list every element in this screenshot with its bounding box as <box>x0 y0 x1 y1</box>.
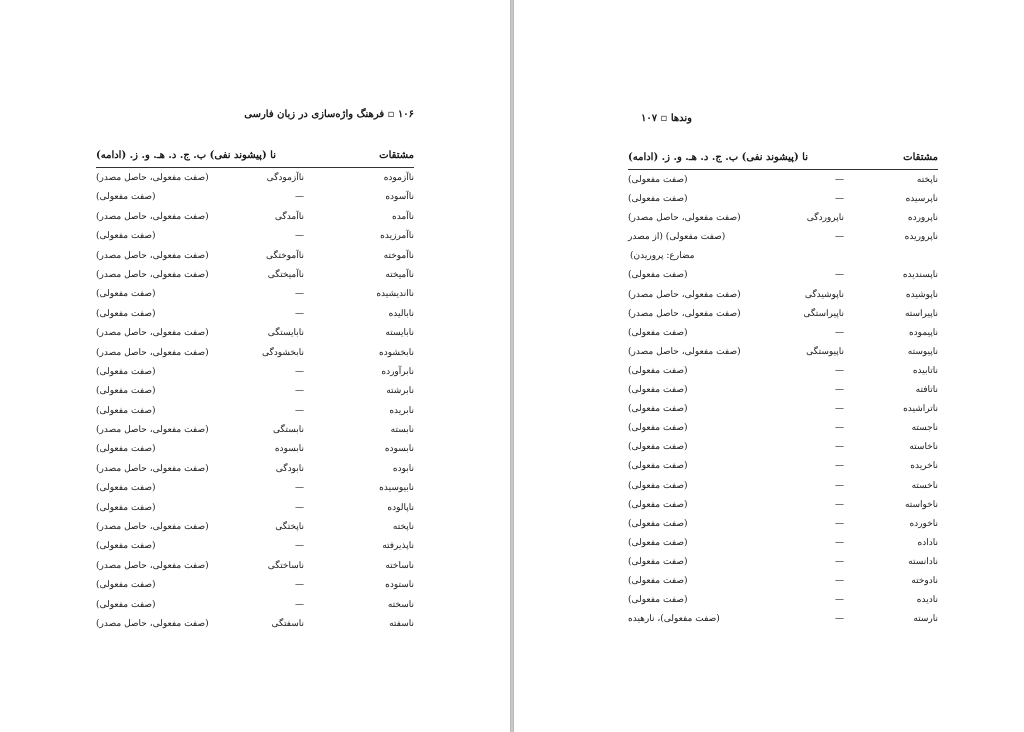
entry-description: (صفت مفعولی) <box>628 595 688 606</box>
entry-word: ناداده <box>917 537 938 548</box>
entry-description: (صفت مفعولی) <box>628 404 688 415</box>
entry-derivative: — <box>295 231 304 242</box>
entry-word: ناخاسته <box>909 442 938 453</box>
entry-word: نابرآورده <box>381 366 414 377</box>
entry-word: ناساخته <box>385 560 414 571</box>
table-row <box>96 459 414 478</box>
table-header <box>96 149 414 168</box>
table-body <box>628 170 938 628</box>
table-row <box>96 478 414 497</box>
entry-description: (صفت مفعولی) <box>628 385 688 396</box>
entry-word: نابرشته <box>386 386 414 397</box>
table-row <box>628 495 938 514</box>
entry-derivative: نابسوده <box>274 444 304 455</box>
entry-word: نادیده <box>916 595 938 606</box>
left-page <box>0 0 510 732</box>
entry-word: ناآموخته <box>383 250 414 261</box>
entry-word: ناپذیرفته <box>382 541 414 552</box>
entry-description: (صفت مفعولی) <box>628 461 688 472</box>
entry-word: نارسته <box>913 614 938 625</box>
table-row <box>96 536 414 555</box>
entry-derivative: — <box>835 575 844 586</box>
entry-description: (صفت مفعولی، حاصل مصدر) <box>628 213 741 224</box>
table-row <box>628 456 938 475</box>
entry-derivative: — <box>295 405 304 416</box>
entry-description: (صفت مفعولی، حاصل مصدر) <box>96 250 209 261</box>
table-row <box>96 246 414 265</box>
entry-derivative: — <box>835 614 844 625</box>
entry-description: (صفت مفعولی) <box>628 480 688 491</box>
table-row <box>96 614 414 633</box>
entry-description: (صفت مفعولی، حاصل مصدر) <box>96 560 209 571</box>
table-row <box>628 476 938 495</box>
table-row <box>628 265 938 284</box>
header-derivatives: مشتقات <box>379 150 414 161</box>
entry-word: ناپخته <box>916 175 938 185</box>
entry-derivative: — <box>835 499 844 510</box>
entry-description: (صفت مفعولی) <box>96 308 156 319</box>
table-row <box>96 381 414 400</box>
table-row <box>628 437 938 456</box>
entry-word: نابالیده <box>388 308 414 319</box>
entry-derivative: ناسفتگی <box>271 618 304 629</box>
entry-description: (صفت مفعولی) <box>628 270 688 281</box>
entry-description: (صفت مفعولی، حاصل مصدر) <box>96 463 209 474</box>
table-row <box>628 304 938 323</box>
entry-description: (صفت مفعولی، حاصل مصدر) <box>96 328 209 339</box>
entry-derivative: نابایستگی <box>267 328 304 339</box>
entry-description: (صفت مفعولی، حاصل مصدر) <box>628 289 741 300</box>
entry-description: (صفت مفعولی) <box>628 423 688 434</box>
entry-word: نابوده <box>392 463 414 474</box>
entry-derivative: نابخشودگی <box>261 347 304 358</box>
table-row <box>628 380 938 399</box>
entry-description: (صفت مفعولی) <box>628 518 688 529</box>
table-row <box>96 556 414 575</box>
entry-description: (صفت مفعولی) <box>96 366 156 377</box>
table-row <box>628 285 938 304</box>
entry-description: (صفت مفعولی) <box>96 289 156 300</box>
entry-derivative: — <box>295 386 304 397</box>
entry-word: ناپیراسته <box>904 308 938 319</box>
table-row <box>628 399 938 418</box>
entry-derivative: — <box>295 366 304 377</box>
running-head: وندها ▫ ۱۰۷ <box>640 113 692 124</box>
entry-derivative: ناساختگی <box>267 560 304 571</box>
entry-derivative: ناپیوستگی <box>806 346 844 357</box>
entry-word: نابسته <box>390 425 414 436</box>
table-row <box>628 342 938 361</box>
entry-description: (صفت مفعولی) <box>628 442 688 453</box>
entry-word: ناخریده <box>910 461 938 472</box>
table-row <box>96 168 414 187</box>
table-row <box>628 189 938 208</box>
entry-description: (صفت مفعولی) <box>628 575 688 586</box>
entry-description: (صفت مفعولی، حاصل مصدر) <box>96 618 209 629</box>
table-row <box>96 265 414 284</box>
table-row <box>96 207 414 226</box>
table-row <box>628 571 938 590</box>
entry-derivative: نابودگی <box>275 463 304 474</box>
entry-description: مضارع: پروریدن) <box>630 251 695 262</box>
entry-derivative: ناپوشیدگی <box>804 289 844 300</box>
entry-word: ناپرسیده <box>905 194 938 205</box>
table-row <box>628 533 938 552</box>
entry-description: (صفت مفعولی) <box>628 537 688 548</box>
entry-derivative: — <box>295 541 304 552</box>
entry-description: (صفت مفعولی، حاصل مصدر) <box>96 522 209 533</box>
entry-word: ناتابیده <box>912 365 938 376</box>
entry-description: (صفت مفعولی) <box>628 327 688 338</box>
table-row <box>96 575 414 594</box>
entry-derivative: ناآمیختگی <box>267 269 304 280</box>
derivatives-table <box>628 151 938 628</box>
table-row <box>96 304 414 323</box>
entry-derivative: ناآموختگی <box>266 250 304 261</box>
running-head: ۱۰۶ ▫ فرهنگ واژه‌سازی در زبان فارسی <box>244 109 414 120</box>
table-row <box>96 420 414 439</box>
entry-word: نابریده <box>389 405 414 416</box>
derivatives-table <box>96 149 414 633</box>
entry-description: (صفت مفعولی) <box>96 405 156 416</box>
entry-description: (صفت مفعولی) <box>96 231 156 242</box>
table-row <box>96 498 414 517</box>
table-header <box>628 151 938 170</box>
entry-derivative: — <box>835 232 844 243</box>
entry-derivative: — <box>835 404 844 415</box>
entry-derivative: — <box>295 599 304 610</box>
table-row <box>628 590 938 609</box>
table-row <box>96 323 414 342</box>
entry-description: (صفت مفعولی، حاصل مصدر) <box>96 211 209 222</box>
entry-word: ناپرورده <box>907 213 938 224</box>
entry-derivative: نابستگی <box>273 425 304 436</box>
table-row <box>96 439 414 458</box>
table-row <box>628 609 938 628</box>
entry-word: ناپوشیده <box>905 289 938 300</box>
entry-word: نابسوده <box>384 444 414 455</box>
entry-description: (صفت مفعولی) <box>96 541 156 552</box>
entry-description: (صفت مفعولی، حاصل مصدر) <box>96 425 209 436</box>
table-row <box>628 227 938 246</box>
entry-word: نابایسته <box>385 328 414 339</box>
entry-word: نابخشوده <box>379 347 414 358</box>
entry-description: (صفت مفعولی) <box>96 502 156 513</box>
entry-word: ناآمده <box>391 211 414 222</box>
entry-description: (صفت مفعولی) <box>96 599 156 610</box>
table-row <box>628 323 938 342</box>
entry-word: ناآمرزیده <box>380 231 414 242</box>
table-row <box>628 208 938 227</box>
entry-word: ناآزموده <box>383 173 414 183</box>
entry-description: (صفت مفعولی) <box>628 365 688 376</box>
entry-derivative: — <box>835 327 844 338</box>
entry-derivative: ناآمدگی <box>274 211 304 222</box>
entry-word: ناتراشیده <box>903 404 938 415</box>
table-row <box>96 595 414 614</box>
table-row <box>96 401 414 420</box>
entry-derivative: ناپروردگی <box>806 213 844 224</box>
table-row <box>628 552 938 571</box>
entry-derivative: — <box>835 175 844 185</box>
table-row <box>96 362 414 381</box>
entry-word: نادوخته <box>911 575 938 586</box>
entry-description: (صفت مفعولی) <box>628 175 688 185</box>
entry-derivative: — <box>835 365 844 376</box>
entry-derivative: ناآزمودگی <box>266 173 304 183</box>
entry-description: (صفت مفعولی، حاصل مصدر) <box>96 269 209 280</box>
table-row <box>628 246 938 265</box>
entry-word: نااندیشیده <box>376 289 414 300</box>
entry-description: (صفت مفعولی، حاصل مصدر) <box>96 347 209 358</box>
entry-derivative: ناپختگی <box>275 522 304 533</box>
entry-description: (صفت مفعولی) <box>96 386 156 397</box>
entry-description: (صفت مفعولی) <box>628 556 688 567</box>
table-row <box>628 514 938 533</box>
table-row <box>96 284 414 303</box>
entry-word: نادانسته <box>908 556 938 567</box>
table-body <box>96 168 414 633</box>
entry-word: ناپخته <box>392 522 414 533</box>
entry-description: (صفت مفعولی) <box>96 580 156 591</box>
entry-derivative: — <box>835 537 844 548</box>
entry-derivative: — <box>295 308 304 319</box>
entry-derivative: — <box>295 580 304 591</box>
header-prefix-title: نا (پیشوند نفی) ب. ج. د. هـ. و. ز. (ادامه) <box>96 150 276 161</box>
entry-word: ناخواسته <box>904 499 938 510</box>
table-row <box>628 418 938 437</box>
entry-derivative: — <box>295 289 304 300</box>
entry-word: ناپالوده <box>387 502 414 513</box>
entry-derivative: — <box>835 595 844 606</box>
header-prefix-title: نا (پیشوند نفی) ب. ج. د. هـ. و. ز. (ادامه) <box>628 152 808 163</box>
entry-description: (صفت مفعولی) <box>96 483 156 494</box>
table-row <box>96 187 414 206</box>
entry-description: (صفت مفعولی، حاصل مصدر) <box>96 173 209 183</box>
entry-derivative: — <box>835 270 844 281</box>
entry-word: ناستوده <box>385 580 414 591</box>
table-row <box>96 343 414 362</box>
entry-description: (صفت مفعولی) <box>96 192 156 203</box>
entry-derivative: — <box>295 483 304 494</box>
entry-derivative: — <box>295 502 304 513</box>
entry-derivative: — <box>835 518 844 529</box>
entry-word: ناتافته <box>915 385 938 396</box>
entry-derivative: — <box>835 480 844 491</box>
entry-word: ناآسوده <box>385 192 414 203</box>
entry-derivative: — <box>835 194 844 205</box>
entry-word: ناپروریده <box>904 232 938 243</box>
entry-derivative: — <box>835 442 844 453</box>
entry-description: (صفت مفعولی) <box>96 444 156 455</box>
table-row <box>628 170 938 189</box>
entry-description: (صفت مفعولی) (از مصدر <box>628 232 726 243</box>
entry-word: نابیوسیده <box>379 483 414 494</box>
entry-derivative: — <box>835 385 844 396</box>
entry-word: ناپیموده <box>908 327 938 338</box>
table-row <box>96 226 414 245</box>
entry-word: ناپسندیده <box>902 270 938 281</box>
entry-description: (صفت مفعولی)، نارهیده <box>628 614 720 625</box>
entry-word: ناخسته <box>911 480 938 491</box>
entry-word: ناآمیخته <box>385 269 414 280</box>
entry-word: ناسخته <box>387 599 414 610</box>
header-derivatives: مشتقات <box>903 152 938 163</box>
entry-word: ناجسته <box>911 423 938 434</box>
entry-word: ناسفته <box>389 618 414 629</box>
entry-derivative: — <box>835 423 844 434</box>
entry-derivative: — <box>835 461 844 472</box>
entry-word: ناپیوسته <box>907 346 938 357</box>
right-page <box>514 0 1024 732</box>
entry-description: (صفت مفعولی، حاصل مصدر) <box>628 308 741 319</box>
entry-word: ناخورده <box>909 518 938 529</box>
entry-derivative: — <box>835 556 844 567</box>
table-row <box>628 361 938 380</box>
entry-description: (صفت مفعولی) <box>628 499 688 510</box>
entry-derivative: — <box>295 192 304 203</box>
entry-description: (صفت مفعولی، حاصل مصدر) <box>628 346 741 357</box>
entry-description: (صفت مفعولی) <box>628 194 688 205</box>
entry-derivative: ناپیراستگی <box>803 308 844 319</box>
table-row <box>96 517 414 536</box>
